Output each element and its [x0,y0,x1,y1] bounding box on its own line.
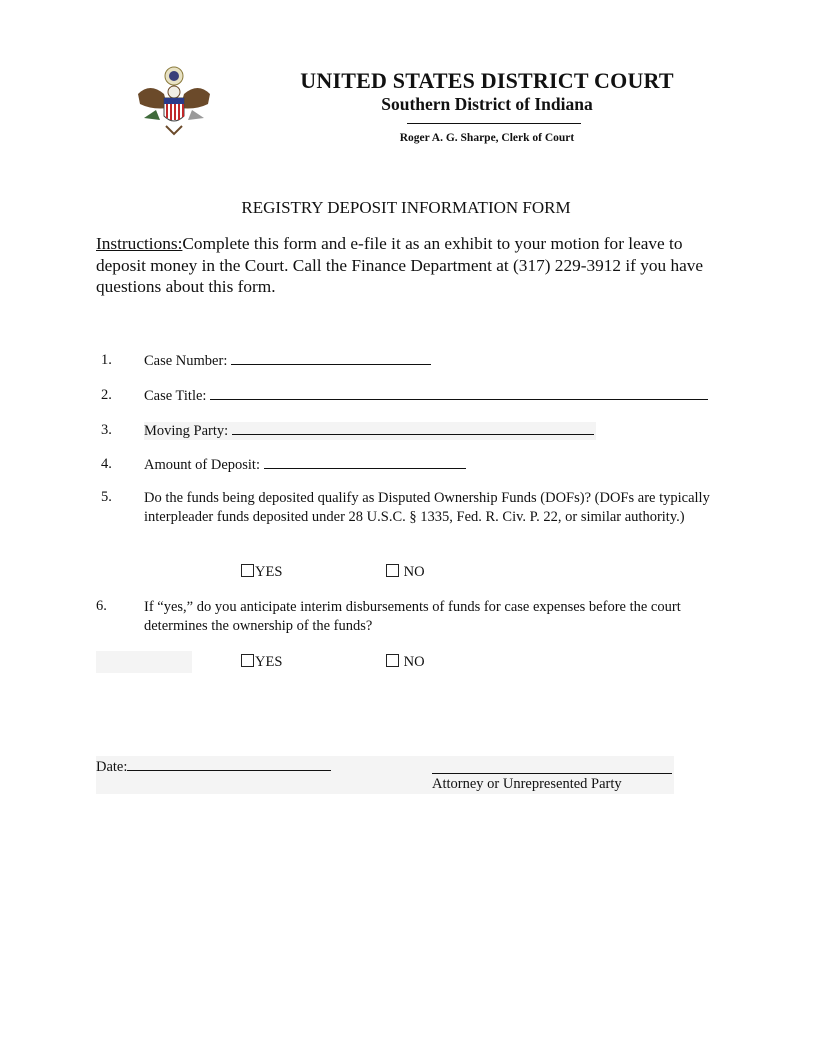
disbursement-no-label: NO [403,654,425,670]
clerk-name: Roger A. G. Sharpe, Clerk of Court [399,132,575,144]
case-number-row [144,352,431,370]
item-number-4: 4. [101,456,112,472]
form-title: REGISTRY DEPOSIT INFORMATION FORM [241,198,571,217]
shaded-field-block [96,651,192,673]
dof-yes-option[interactable] [241,564,282,581]
date-field[interactable] [127,758,331,771]
item-number-6: 6. [96,598,107,614]
court-seal [130,64,218,144]
signature-line[interactable] [432,773,672,774]
dof-no-option[interactable] [386,564,425,581]
item-number-5: 5. [101,489,112,505]
instructions-text: Complete this form and e-file it as an exhibit to your motion for leave to deposit money in the Court. Call the Finance Department at (317) 229-3912 if you have questions about this form. [96,234,704,296]
instructions-label: Instructions: [96,234,183,253]
moving-party-row [144,422,596,440]
disbursement-no-checkbox[interactable] [386,654,399,667]
instructions [96,233,728,298]
moving-party-label: Moving Party: [144,423,229,439]
case-number-field[interactable] [231,352,431,365]
item-number-1: 1. [101,352,112,368]
great-seal-icon [130,64,218,144]
dof-yes-checkbox[interactable] [241,564,254,577]
signature-label: Attorney or Unrepresented Party [432,776,622,792]
district-name: Southern District of Indiana [381,94,593,114]
case-title-label: Case Title: [144,388,207,404]
dof-yes-label: YES [255,564,283,580]
case-title-field[interactable] [210,387,708,400]
dof-no-label: NO [403,564,425,580]
court-name: UNITED STATES DISTRICT COURT [300,68,674,93]
amount-field[interactable] [264,456,466,469]
amount-row [144,456,466,474]
disbursement-no-option[interactable] [386,654,425,671]
amount-label: Amount of Deposit: [144,457,260,473]
case-number-label: Case Number: [144,353,228,369]
disbursement-yes-checkbox[interactable] [241,654,254,667]
dof-no-checkbox[interactable] [386,564,399,577]
moving-party-field[interactable] [232,422,594,435]
item-number-3: 3. [101,422,112,438]
case-title-row [144,387,708,405]
disbursement-yes-option[interactable] [241,654,282,671]
date-label: Date: [96,759,128,775]
disbursement-question: If “yes,” do you anticipate interim disbursements of funds for case expenses before the court determines the ownership of the funds? [144,599,681,634]
disbursement-yes-label: YES [255,654,283,670]
date-row [96,758,331,776]
item-number-2: 2. [101,387,112,403]
header-divider [407,123,581,124]
dof-question: Do the funds being deposited qualify as Disputed Ownership Funds (DOFs)? (DOFs are typically interpleader funds deposited under 28 U.S.C. § 1335, Fed. R. Civ. P. 22, or similar authority.) [144,490,710,525]
